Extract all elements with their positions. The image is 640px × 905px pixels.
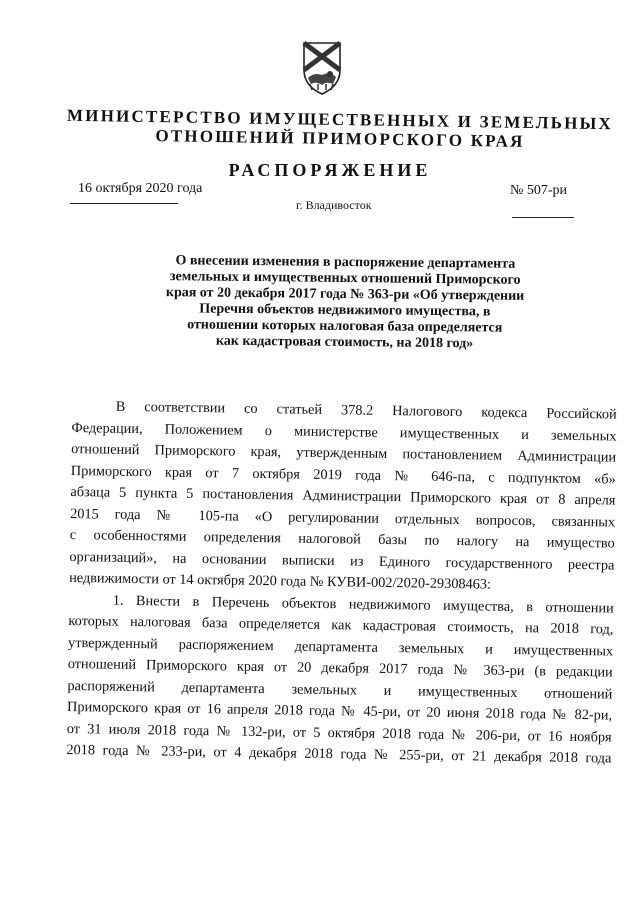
coat-of-arms-icon	[300, 40, 344, 96]
body-line: Федерации, Положением о министерстве имущественных и земельных	[71, 419, 617, 445]
body-line: утвержденный распоряжением департамента земельных и имущественных	[68, 634, 614, 660]
body-line: с особенностями определения налоговой базы по налогу на имущество	[69, 526, 615, 552]
body-line: недвижимости от 14 октября 2020 года № КУВИ-002/2020-29308463:	[69, 569, 492, 593]
document-type: РАСПОРЯЖЕНИЕ	[228, 160, 432, 180]
body-line: 2018 года № 233-ри, от 4 декабря 2018 года № 255-ри, от 21 декабря 2018 года	[66, 741, 612, 767]
body-line: 1. Внести в Перечень объектов недвижимого имущества, в отношении	[112, 592, 614, 617]
body-line: распоряжений департамента земельных и имущественных отношений	[67, 677, 613, 703]
document-date: 16 октября 2020 года	[78, 181, 203, 196]
document-city: г. Владивосток	[296, 198, 372, 212]
body-line: Приморского края от 16 апреля 2018 года № 45-ри, от 20 июня 2018 года № 82-ри,	[66, 698, 613, 724]
body-line: отношений Приморского края от 20 декабря 2017 года № 363-ри (в редакции	[67, 655, 613, 681]
title-line: края от 20 декабря 2017 года № 363-ри «Об утверждении	[165, 285, 525, 304]
title-line: отношении которых налоговая база определяется	[187, 317, 503, 336]
body-line: от 31 июля 2018 года № 132-ри, от 5 октября 2018 года № 206-ри, от 16 ноября	[66, 720, 612, 746]
body-line: Приморского края от 7 октября 2019 года № 646-па, с подпунктом «б»	[70, 462, 616, 488]
title-line: земельных и имущественных отношений Приморского	[169, 269, 521, 288]
ministry-name-line2: ОТНОШЕНИЙ ПРИМОРСКОГО КРАЯ	[155, 126, 525, 151]
body-line: которых налоговая база определяется как кадастровая стоимость, на 2018 год,	[68, 612, 614, 638]
ministry-name-line1: МИНИСТЕРСТВО ИМУЩЕСТВЕННЫХ И ЗЕМЕЛЬНЫХ	[66, 105, 614, 134]
document-body	[66, 396, 617, 770]
title-line: как кадастровая стоимость, на 2018 год»	[215, 333, 474, 352]
body-line: абзаца 5 пункта 5 постановления Администрации Приморского края от 8 апреля	[70, 483, 616, 509]
title-line: Перечня объектов недвижимого имущества, в	[199, 301, 491, 320]
document-number: № 507-ри	[510, 183, 568, 198]
body-line: отношений Приморского края, утвержденным постановлением Администрации	[71, 440, 617, 466]
number-underline	[512, 217, 574, 218]
body-line: организаций», на основании выписки из Единого государственного реестра	[69, 548, 615, 574]
body-line: 2015 года № 105-па «О регулировании отдельных вопросов, связанных	[70, 505, 616, 531]
date-underline	[70, 203, 178, 204]
document-title	[130, 253, 561, 353]
title-line: О внесении изменения в распоряжение департамента	[175, 253, 516, 272]
body-line: В соответствии со статьей 378.2 Налогового кодекса Российской	[115, 398, 617, 423]
